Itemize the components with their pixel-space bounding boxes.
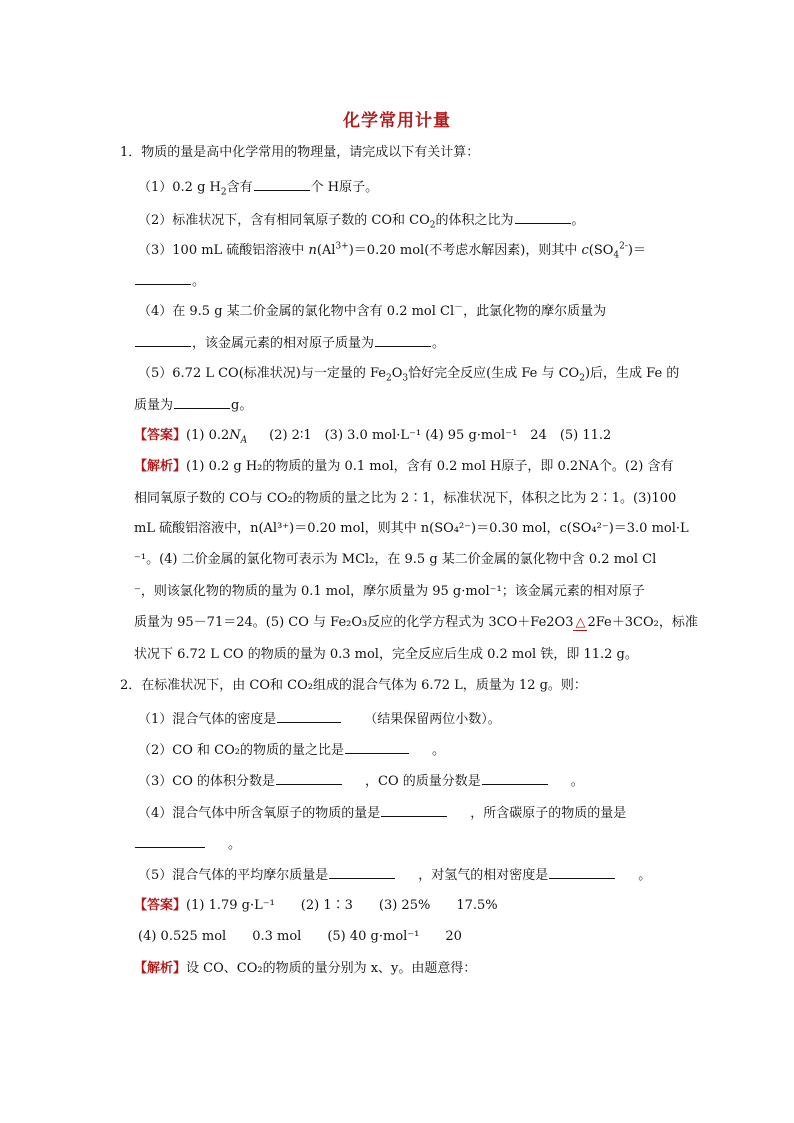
answer-tag: 【答案】 (134, 428, 187, 443)
q2-stem: 2．在标准状况下，由 CO和 CO₂组成的混合气体为 6.72 L，质量为 12 g。则： (120, 678, 587, 693)
q2-answer-line2: (4) 0.525 mol 0.3 mol (5) 40 g·mol⁻¹ 20 (138, 929, 462, 944)
q1-answer: 【答案】(1) $0.2N_A$ (2) 2∶1 (3) 3.0 mol·L⁻¹ (4) 95 g·mol⁻¹ 24 (5) 11.2 (134, 428, 612, 446)
q1-part3-cont: 。 (134, 271, 205, 291)
answer-tag: 【答案】 (134, 898, 187, 913)
q1-part5-cont: 质量为 g。 (134, 395, 252, 415)
q1-analysis-line1: 【解析】(1) 0.2 g H₂的物质的量为 0.1 mol，含有 0.2 mol H原子，即 0.2NA个。(2) 含有 (134, 459, 674, 474)
q1-part4: （4）在 9.5 g 某二价金属的氯化物中含有 0.2 mol Cl－，此氯化物的摩尔质量为 (138, 302, 607, 319)
q1-part3: （3）100 mL 硫酸铝溶液中 $n(Al^{3+})=0.20$ mol(不考虑水解因素)，则其中 $c(SO_4^{2-})=$ (138, 241, 646, 261)
q2-answer-line1: 【答案】(1) 1.79 g·L⁻¹ (2) 1∶3 (3) 25% 17.5% (134, 898, 498, 913)
q1-analysis-line4: ⁻¹。(4) 二价金属的氯化物可表示为 MCl₂，在 9.5 g 某二价金属的氯化物中含 0.2 mol Cl (134, 552, 657, 567)
q2-part4-cont: 。 (134, 834, 241, 854)
page-title: 化学常用计量 (343, 111, 451, 131)
q1-analysis-line2: 相同氧原子数的 CO与 CO₂的物质的量之比为 2∶1，标准状况下，体积之比为 2∶1。(3)100 (134, 491, 677, 506)
q1-part5: （5）6.72 L CO(标准状况)与一定量的 $Fe_2O_3$恰好完全反应(生成 Fe 与 $CO_2$)后，生成 Fe 的 (138, 366, 680, 384)
q2-part2: （2）CO 和 CO₂的物质的量之比是 。 (138, 740, 445, 760)
q2-part4: （4）混合气体中所含氧原子的物质的量是 ，所含碳原子的物质的量是 (138, 803, 626, 823)
q1-analysis-line5: ⁻，则该氯化物的物质的量为 0.1 mol，摩尔质量为 95 g·mol⁻¹；该金属元素的相对原子 (134, 584, 645, 599)
q1-analysis-line6: 质量为 95－71＝24。(5) CO 与 Fe₂O₃反应的化学方程式为 3CO＋Fe2O3 △ 2Fe＋3CO₂，标准 (134, 615, 698, 630)
analysis-tag: 【解析】 (134, 459, 187, 474)
q1-part4-cont: ，该金属元素的相对原子质量为 。 (134, 333, 445, 353)
q2-part1: （1）混合气体的密度是 （结果保留两位小数）。 (138, 709, 501, 729)
q1-part1: （1）0.2 g $H_2$含有 个 H原子。 (138, 177, 378, 197)
q1-stem: 1．物质的量是高中化学常用的物理量，请完成以下有关计算： (120, 145, 480, 160)
q1-part2: （2）标准状况下，含有相同氧原子数的 CO和 $CO_2$的体积之比为 。 (138, 210, 585, 230)
q2-analysis: 【解析】设 CO、CO₂的物质的量分别为 x、y。由题意得： (134, 961, 477, 976)
q1-analysis-line3: mL 硫酸铝溶液中，n(Al³⁺)＝0.20 mol，则其中 n(SO₄²⁻)＝0.30 mol，c(SO₄²⁻)＝3.0 mol·L (134, 521, 689, 536)
q2-part3: （3）CO 的体积分数是 ，CO 的质量分数是 。 (138, 771, 584, 791)
q1-analysis-line7: 状况下 6.72 L CO 的物质的量为 0.3 mol，完全反应后生成 0.2 mol 铁，即 11.2 g。 (134, 647, 638, 662)
heat-triangle-icon: △ (575, 615, 586, 630)
analysis-tag: 【解析】 (134, 961, 187, 976)
q2-part5: （5）混合气体的平均摩尔质量是 ，对氢气的相对密度是 。 (138, 865, 651, 885)
